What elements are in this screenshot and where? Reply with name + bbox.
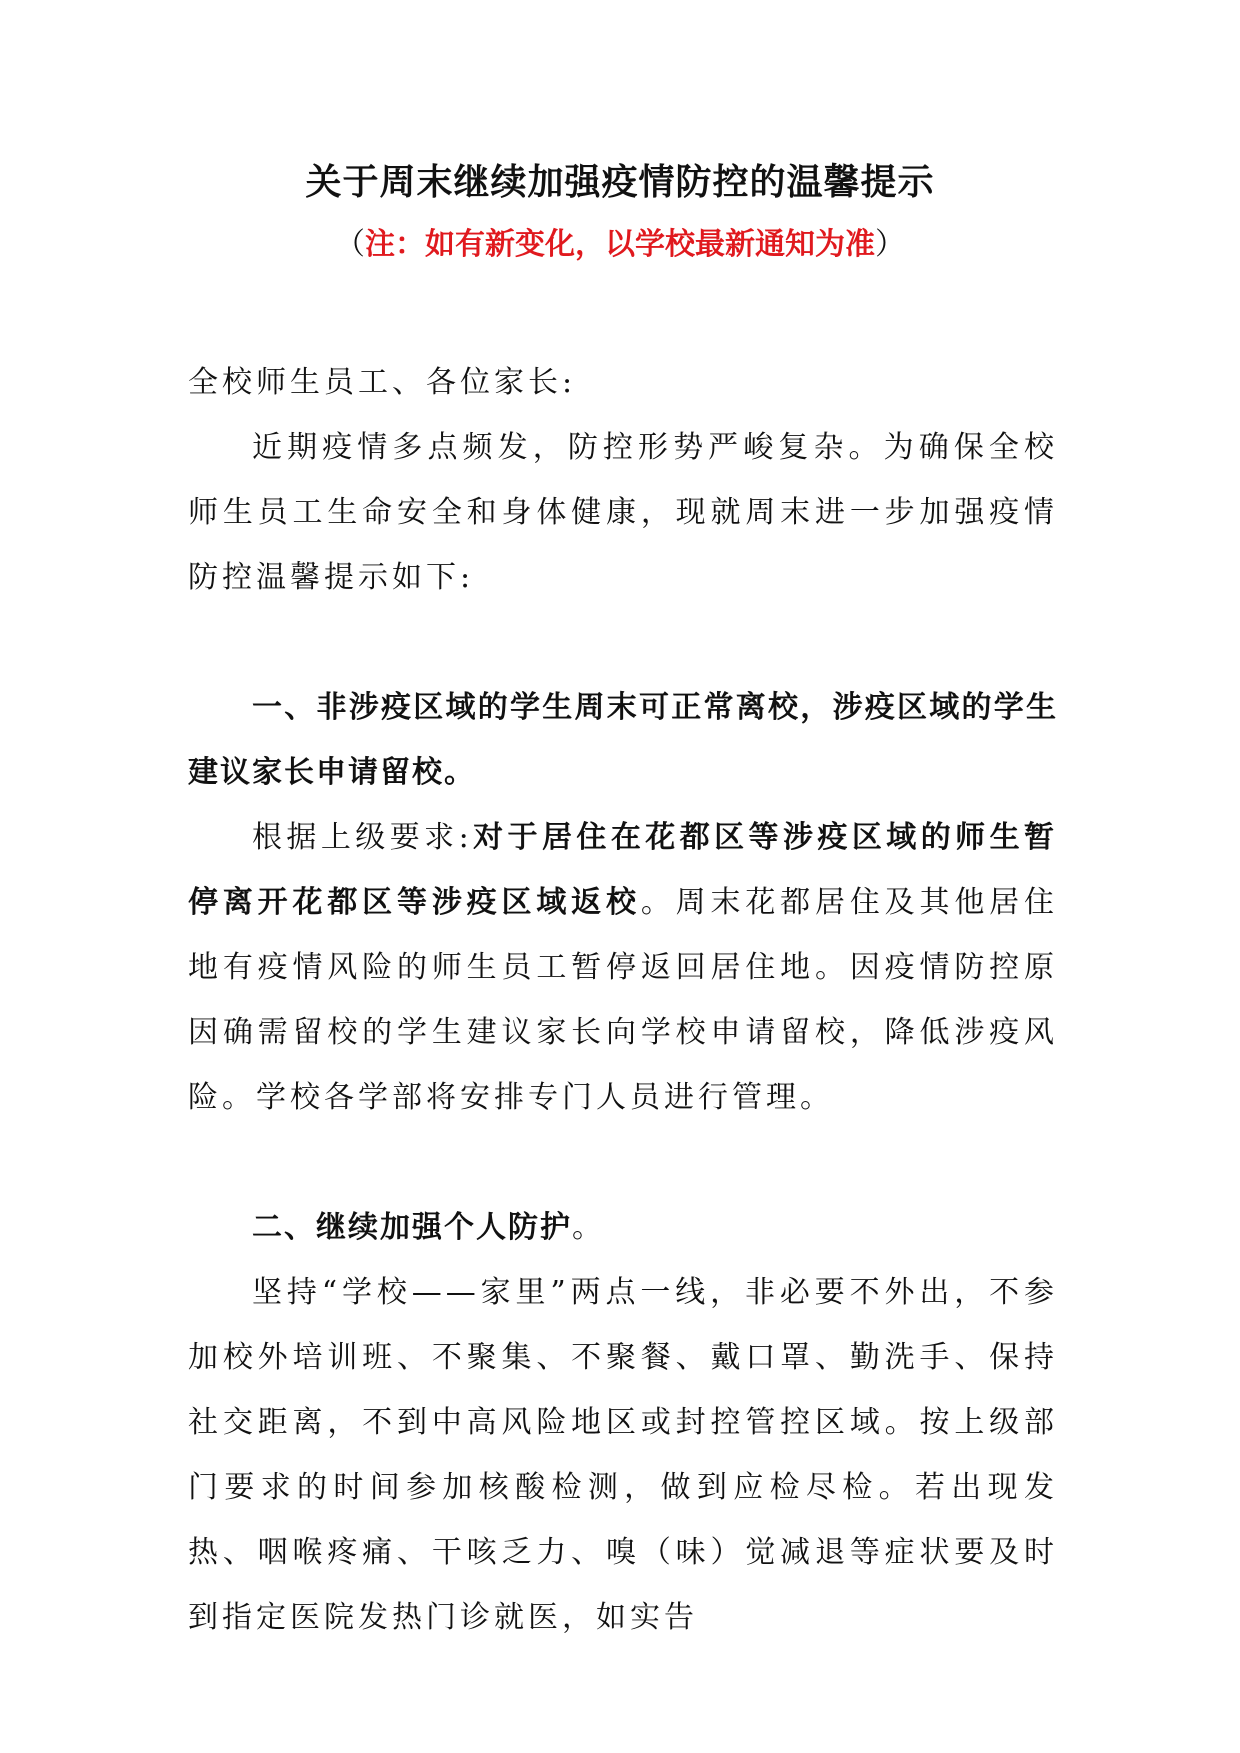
subtitle-open-paren: （ (335, 227, 365, 262)
document-title: 关于周末继续加强疫情防控的温馨提示 (305, 162, 935, 203)
spacer (188, 610, 1058, 675)
section-1-paragraph (188, 805, 1058, 1130)
document-subtitle (0, 222, 1240, 268)
section-2-heading-tail: 。 (572, 1210, 604, 1245)
spacer (188, 1130, 1058, 1195)
document-body (188, 350, 1058, 1650)
greeting: 全校师生员工、各位家长: (188, 365, 577, 400)
section-1-lead: 根据上级要求: (252, 820, 473, 855)
section-2-heading: 二、继续加强个人防护 (252, 1210, 572, 1245)
section-2-paragraph: 坚持“学校——家里”两点一线，非必要不外出，不参加校外培训班、不聚集、不聚餐、戴口罩、勤洗手、保持社交距离，不到中高风险地区或封控管控区域。按上级部门要求的时间参加核酸检测，做到应检尽检。若出现发热、咽喉疼痛、干咳乏力、嗅（味）觉减退等症状要及时到指定医院发热门诊就医，如实告 (188, 1275, 1058, 1635)
section-2-heading-line (188, 1195, 1058, 1260)
intro-paragraph: 近期疫情多点频发，防控形势严峻复杂。为确保全校师生员工生命安全和身体健康，现就周末进一步加强疫情防控温馨提示如下: (188, 430, 1058, 595)
section-1-heading: 一、非涉疫区域的学生周末可正常离校，涉疫区域的学生建议家长申请留校。 (188, 690, 1058, 790)
subtitle-note: 注：如有新变化，以学校最新通知为准 (365, 227, 875, 262)
section-1-rest: 。周末花都居住及其他居住地有疫情风险的师生员工暂停返回居住地。因疫情防控原因确需留校的学生建议家长向学校申请留校，降低涉疫风险。学校各学部将安排专门人员进行管理。 (188, 885, 1059, 1115)
subtitle-close-paren: ） (875, 227, 905, 262)
section-1-bold-text: 对于居住在花都区等涉疫区域的师生暂停离开花都区等涉疫区域返校 (188, 820, 1058, 920)
